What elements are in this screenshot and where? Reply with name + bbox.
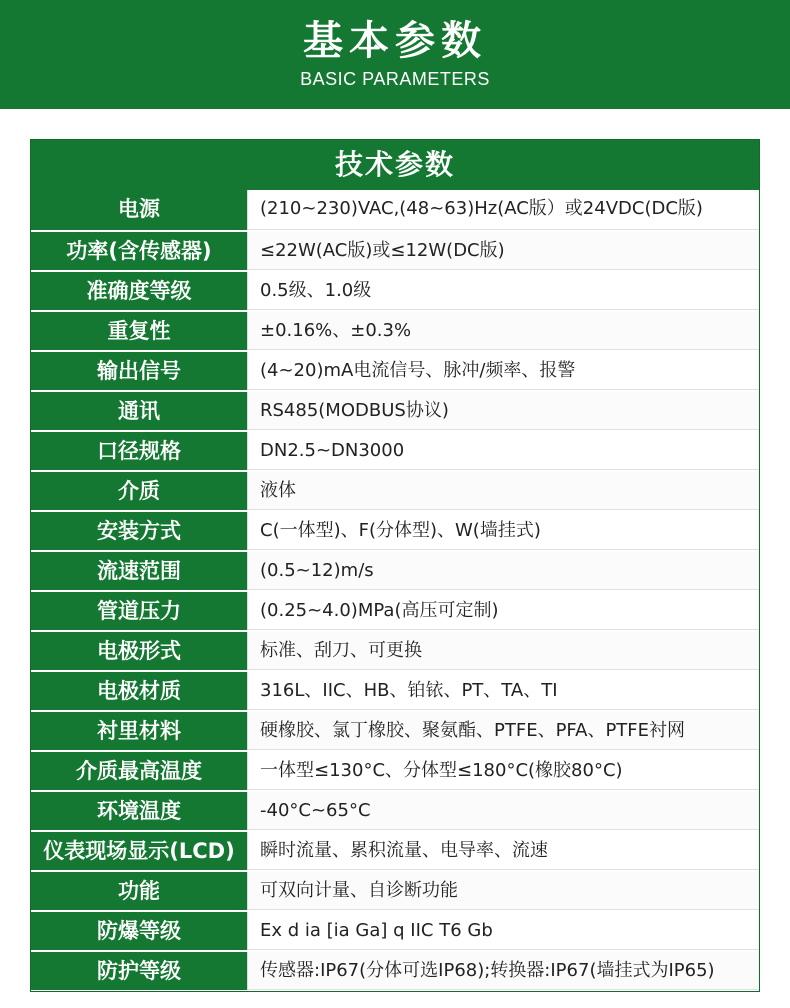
- spec-row: [31, 470, 759, 510]
- spec-value: (0.25~4.0)MPa(高压可定制): [247, 592, 759, 630]
- spec-row: [31, 670, 759, 710]
- spec-row: [31, 510, 759, 550]
- spec-value: (0.5~12)m/s: [247, 552, 759, 590]
- spec-value: 液体: [247, 472, 759, 510]
- spec-value: 传感器:IP67(分体可选IP68);转换器:IP67(墙挂式为IP65): [247, 952, 759, 990]
- spec-row: [31, 910, 759, 950]
- spec-value: ≤22W(AC版)或≤12W(DC版): [247, 232, 759, 270]
- spec-row: [31, 190, 759, 230]
- spec-value: Ex d ia [ia Ga] q IIC T6 Gb: [247, 912, 759, 950]
- page-title: 基本参数: [303, 18, 487, 64]
- spec-row: [31, 790, 759, 830]
- spec-value: ±0.16%、±0.3%: [247, 312, 759, 350]
- spec-value: 316L、IIC、HB、铂铱、PT、TA、TI: [247, 672, 759, 710]
- spec-value: RS485(MODBUS协议): [247, 392, 759, 430]
- spec-row: [31, 310, 759, 350]
- spec-label: 输出信号: [31, 352, 247, 390]
- spec-value: 标准、刮刀、可更换: [247, 632, 759, 670]
- header-banner: [0, 0, 790, 109]
- spec-row: [31, 230, 759, 270]
- spec-row: [31, 270, 759, 310]
- spec-label: 管道压力: [31, 592, 247, 630]
- spec-value: 可双向计量、自诊断功能: [247, 872, 759, 910]
- spec-label: 功率(含传感器): [31, 232, 247, 270]
- spec-row: [31, 630, 759, 670]
- spec-row: [31, 830, 759, 870]
- spec-label: 电极形式: [31, 632, 247, 670]
- spec-label: 介质最高温度: [31, 752, 247, 790]
- spec-value: -40°C~65°C: [247, 792, 759, 830]
- spec-row: [31, 390, 759, 430]
- spec-label: 防爆等级: [31, 912, 247, 950]
- spec-table: [30, 139, 760, 992]
- page-subtitle: BASIC PARAMETERS: [300, 69, 490, 89]
- spec-label: 电源: [31, 190, 247, 230]
- spec-label: 流速范围: [31, 552, 247, 590]
- spec-value: (210~230)VAC,(48~63)Hz(AC版）或24VDC(DC版): [247, 190, 759, 230]
- spec-row: [31, 710, 759, 750]
- spec-table-title: 技术参数: [31, 140, 759, 190]
- spec-value: 0.5级、1.0级: [247, 272, 759, 310]
- spec-label: 准确度等级: [31, 272, 247, 310]
- spec-label: 安装方式: [31, 512, 247, 550]
- spec-row: [31, 590, 759, 630]
- spec-label: 通讯: [31, 392, 247, 430]
- spec-row: [31, 870, 759, 910]
- spec-label: 口径规格: [31, 432, 247, 470]
- spec-label: 衬里材料: [31, 712, 247, 750]
- spec-value: DN2.5~DN3000: [247, 432, 759, 470]
- spec-table-body: [31, 190, 759, 990]
- spec-label: 功能: [31, 872, 247, 910]
- spec-label: 仪表现场显示(LCD): [31, 832, 247, 870]
- spec-label: 重复性: [31, 312, 247, 350]
- spec-row: [31, 430, 759, 470]
- spec-row: [31, 350, 759, 390]
- spec-row: [31, 750, 759, 790]
- spec-value: 一体型≤130°C、分体型≤180°C(橡胶80°C): [247, 752, 759, 790]
- spec-value: 瞬时流量、累积流量、电导率、流速: [247, 832, 759, 870]
- spec-label: 防护等级: [31, 952, 247, 990]
- spec-value: (4~20)mA电流信号、脉冲/频率、报警: [247, 352, 759, 390]
- spec-row: [31, 550, 759, 590]
- spec-value: 硬橡胶、氯丁橡胶、聚氨酯、PTFE、PFA、PTFE衬网: [247, 712, 759, 750]
- spec-label: 介质: [31, 472, 247, 510]
- spec-label: 电极材质: [31, 672, 247, 710]
- spec-row: [31, 950, 759, 990]
- spec-label: 环境温度: [31, 792, 247, 830]
- spec-value: C(一体型)、F(分体型)、W(墙挂式): [247, 512, 759, 550]
